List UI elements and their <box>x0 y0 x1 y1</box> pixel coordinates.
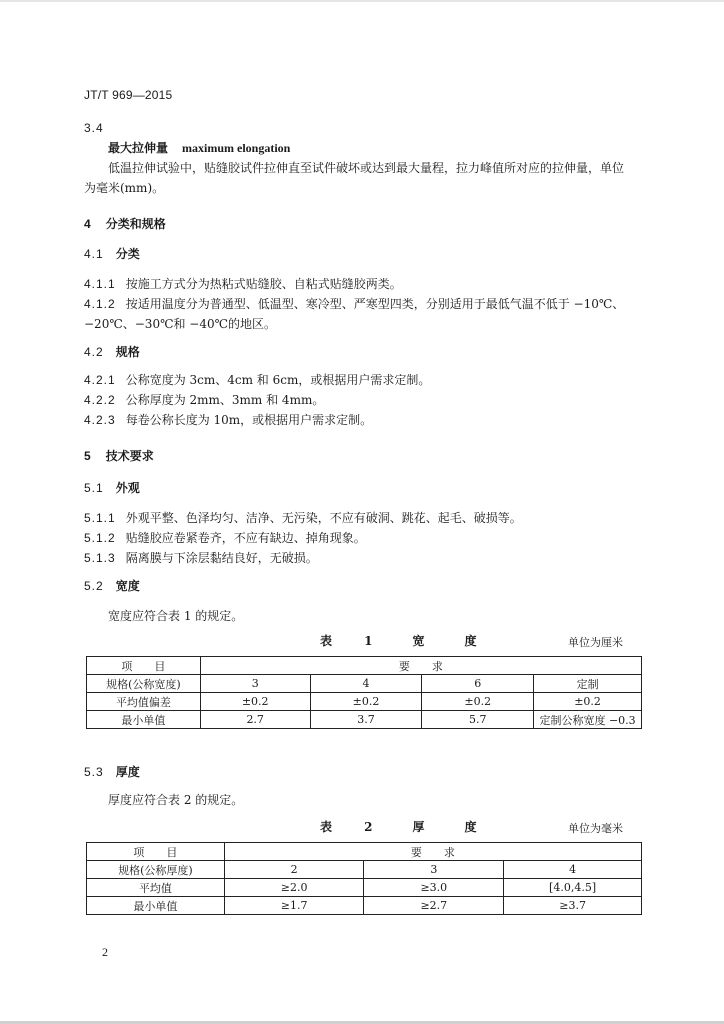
section-number: 4.2 <box>84 345 104 359</box>
section-4-1-heading <box>84 244 140 264</box>
clause-number: 5.1.2 <box>84 531 116 545</box>
table-cell: 规格(公称宽度) <box>87 675 201 693</box>
section-5-3-heading <box>84 762 140 782</box>
table-cell: ≥3.7 <box>504 897 642 915</box>
section-4-heading <box>84 214 166 234</box>
table-row <box>87 879 642 897</box>
term-zh: 最大拉伸量 <box>108 141 169 155</box>
top-edge-line <box>0 0 724 2</box>
table-cell: ≥2.7 <box>364 897 504 915</box>
table-cell: 5.7 <box>422 711 534 729</box>
table-cell: 规格(公称厚度) <box>87 861 225 879</box>
table-cell: ≥2.0 <box>224 879 364 897</box>
section-title: 厚度 <box>115 765 140 779</box>
clause-4-1-2 <box>84 294 624 314</box>
section-number: 4 <box>84 217 92 231</box>
table-cell: 平均值偏差 <box>87 693 201 711</box>
section-number: 4.1 <box>84 247 104 261</box>
clause-text: 每卷公称长度为 10m，或根据用户需求定制。 <box>125 413 373 427</box>
table-row <box>87 675 642 693</box>
section-5-2-text: 宽度应符合表 1 的规定。 <box>108 609 244 623</box>
clause-number: 4.2.3 <box>84 413 116 427</box>
section-title: 宽度 <box>115 579 140 593</box>
clause-number: 5.1.1 <box>84 511 116 525</box>
table-header-cell: 要 求 <box>200 657 641 675</box>
clause-4-1-2-line-2: −20℃、−30℃和 −40℃的地区。 <box>84 317 277 331</box>
section-4-2-heading <box>84 342 140 362</box>
table-2-caption: 表 2 厚 度 <box>320 820 491 834</box>
clause-number-3-4: 3.4 <box>84 121 104 135</box>
clause-4-2-2 <box>84 390 324 410</box>
table-cell: ±0.2 <box>534 693 642 711</box>
table-cell: ±0.2 <box>422 693 534 711</box>
section-title: 外观 <box>115 481 140 495</box>
table-cell: 3 <box>364 861 504 879</box>
table-row <box>87 843 642 861</box>
clause-text: 外观平整、色泽均匀、洁净、无污染，不应有破洞、跳花、起毛、破损等。 <box>125 511 522 525</box>
clause-number: 5.1.3 <box>84 551 116 565</box>
table-cell: 6 <box>422 675 534 693</box>
clause-number: 4.2.1 <box>84 373 116 387</box>
section-title: 规格 <box>115 345 140 359</box>
clause-4-2-1 <box>84 370 430 390</box>
table-cell: 2.7 <box>200 711 310 729</box>
table-cell: 最小单值 <box>87 711 201 729</box>
table-cell: ≥3.0 <box>364 879 504 897</box>
clause-text: 按适用温度分为普通型、低温型、寒冷型、严寒型四类，分别适用于最低气温不低于 −10℃、 <box>125 297 625 311</box>
table-cell: 最小单值 <box>87 897 225 915</box>
table-1-unit: 单位为厘米 <box>568 636 623 649</box>
clause-number: 4.1.2 <box>84 297 116 311</box>
term-definition-line-2: 为毫米(mm)。 <box>84 181 165 195</box>
table-row <box>87 711 642 729</box>
clause-5-1-3 <box>84 548 318 568</box>
clause-text: 隔离膜与下涂层黏结良好，无破损。 <box>125 551 318 565</box>
standard-code-header: JT/T 969—2015 <box>84 88 173 102</box>
table-header-cell: 项 目 <box>87 657 201 675</box>
table-1-caption: 表 1 宽 度 <box>320 634 491 648</box>
table-cell: 4 <box>310 675 422 693</box>
section-5-2-heading <box>84 576 140 596</box>
section-number: 5 <box>84 449 92 463</box>
term-definition-line-1: 低温拉伸试验中，贴缝胶试件拉伸直至试件破坏或达到最大量程，拉力峰值所对应的拉伸量，单位 <box>108 161 625 175</box>
table-2-unit: 单位为毫米 <box>568 822 623 835</box>
table-cell: 定制 <box>534 675 642 693</box>
table-row <box>87 657 642 675</box>
table-cell: 4 <box>504 861 642 879</box>
section-5-3-text: 厚度应符合表 2 的规定。 <box>108 793 244 807</box>
table-cell: 3 <box>200 675 310 693</box>
table-cell: ±0.2 <box>310 693 422 711</box>
clause-number: 4.1.1 <box>84 277 116 291</box>
clause-5-1-1 <box>84 508 522 528</box>
term-en: maximum elongation <box>182 141 291 155</box>
table-1-width <box>86 656 642 729</box>
page-number: 2 <box>102 945 108 959</box>
table-cell: 平均值 <box>87 879 225 897</box>
clause-4-1-1 <box>84 274 402 294</box>
table-header-cell: 项 目 <box>87 843 225 861</box>
clause-text: 贴缝胶应卷紧卷齐，不应有缺边、掉角现象。 <box>125 531 366 545</box>
table-header-cell: 要 求 <box>224 843 641 861</box>
term-heading <box>108 138 290 158</box>
table-2-thickness <box>86 842 642 915</box>
table-cell: 3.7 <box>310 711 422 729</box>
section-title: 分类 <box>115 247 140 261</box>
table-cell: 定制公称宽度 −0.3 <box>534 711 642 729</box>
section-number: 5.1 <box>84 481 104 495</box>
clause-4-2-3 <box>84 410 372 430</box>
table-row <box>87 897 642 915</box>
table-cell: 2 <box>224 861 364 879</box>
clause-text: 按施工方式分为热粘式贴缝胶、自粘式贴缝胶两类。 <box>125 277 402 291</box>
table-cell: ≥1.7 <box>224 897 364 915</box>
section-5-1-heading <box>84 478 140 498</box>
table-cell: ±0.2 <box>200 693 310 711</box>
clause-text: 公称宽度为 3cm、4cm 和 6cm，或根据用户需求定制。 <box>125 373 431 387</box>
section-number: 5.3 <box>84 765 104 779</box>
section-5-heading <box>84 446 154 466</box>
section-number: 5.2 <box>84 579 104 593</box>
section-title: 技术要求 <box>105 449 154 463</box>
clause-text: 公称厚度为 2mm、3mm 和 4mm。 <box>125 393 325 407</box>
table-row <box>87 861 642 879</box>
section-title: 分类和规格 <box>105 217 166 231</box>
clause-5-1-2 <box>84 528 366 548</box>
table-row <box>87 693 642 711</box>
table-cell: [4.0,4.5] <box>504 879 642 897</box>
clause-number: 4.2.2 <box>84 393 116 407</box>
